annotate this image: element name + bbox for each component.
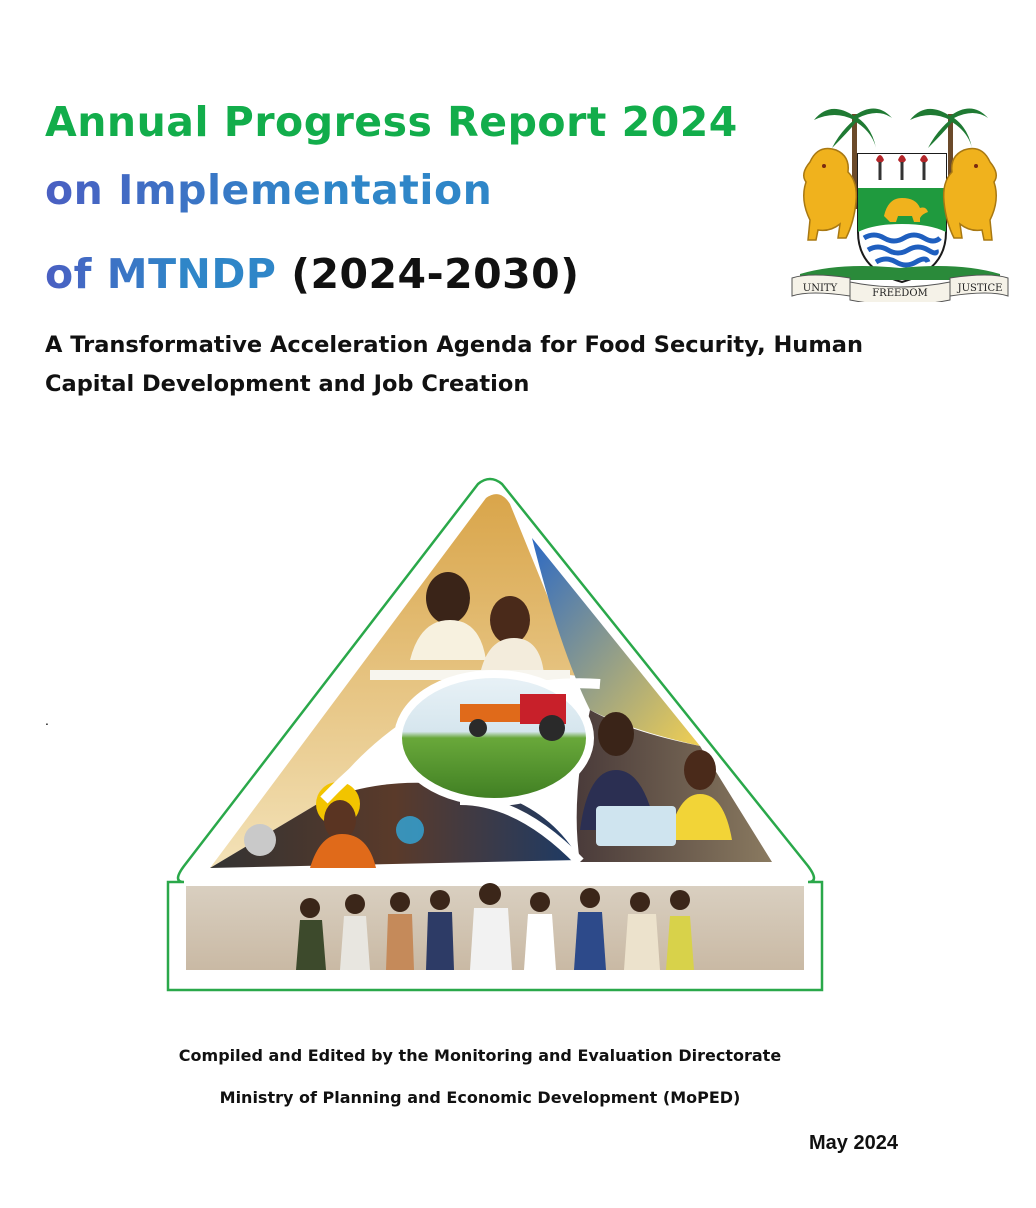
motto-justice: JUSTICE (957, 283, 1003, 294)
motto-freedom: FREEDOM (872, 288, 928, 299)
stray-dot: . (45, 712, 49, 728)
title-mtndp-text: of MTNDP (45, 250, 277, 298)
lion-left-icon (804, 149, 857, 241)
report-title-line-1: Annual Progress Report 2024 (45, 98, 738, 146)
report-date: May 2024 (809, 1132, 898, 1154)
report-title-line-3 (45, 250, 579, 298)
title-line-2-text: on Implementation (45, 166, 493, 214)
pyramid-photo-collage (160, 470, 840, 1000)
motto-unity: UNITY (802, 283, 838, 294)
coat-of-arms-icon (780, 92, 1020, 302)
officials-group-photo (296, 883, 694, 970)
compiled-by-credit: Compiled and Edited by the Monitoring and Evaluation Directorate (178, 1046, 782, 1065)
report-subtitle: A Transformative Acceleration Agenda for Food Security, Human Capital Development and Job Creation (45, 332, 863, 397)
title-years-text: (2024-2030) (291, 250, 580, 298)
report-title-line-2 (45, 166, 492, 214)
tractor-field-photo (398, 674, 590, 802)
ministry-credit: Ministry of Planning and Economic Development (MoPED) (219, 1088, 741, 1107)
